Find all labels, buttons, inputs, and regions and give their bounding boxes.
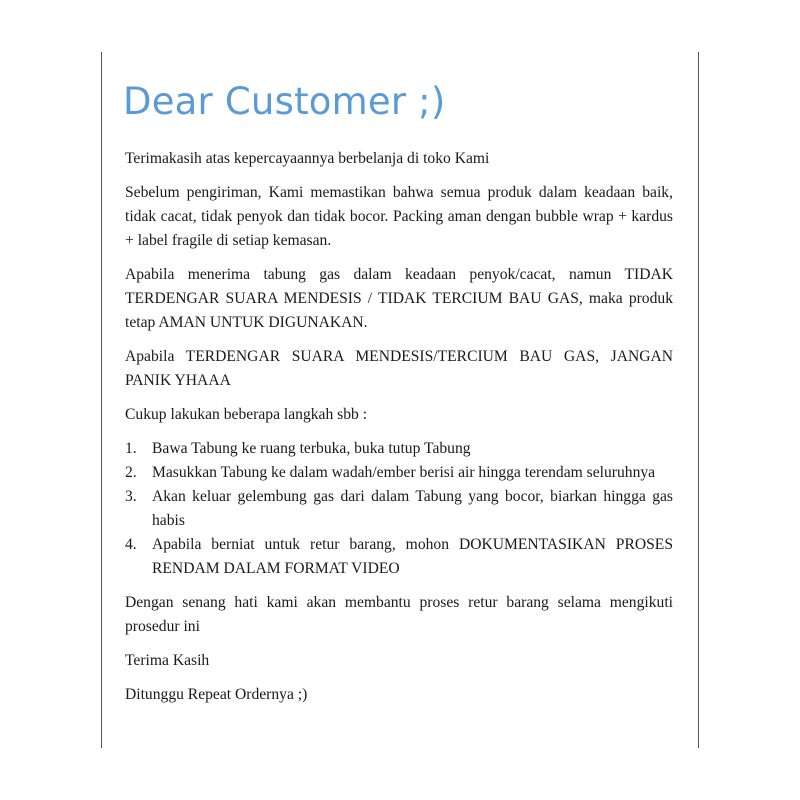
steps-intro-paragraph: Cukup lakukan beberapa langkah sbb :: [125, 406, 368, 423]
shipping-paragraph: Sebelum pengiriman, Kami memastikan bahwa semua produk dalam keadaan baik, tidak cacat, tidak penyok dan tidak bocor. Packing aman dengan bubble wrap + kardus + label fragile di setiap kemasan.: [125, 184, 673, 249]
step-text: Bawa Tabung ke ruang terbuka, buka tutup Tabung: [152, 440, 471, 457]
step-number: 3.: [125, 488, 137, 505]
steps-list: [125, 437, 673, 581]
step-item: [125, 485, 673, 533]
step-number: 4.: [125, 536, 137, 553]
step-text: Masukkan Tabung ke dalam wadah/ember berisi air hingga terendam seluruhnya: [152, 464, 656, 481]
step-number: 1.: [125, 440, 137, 457]
dented-paragraph: Apabila menerima tabung gas dalam keadaan penyok/cacat, namun TIDAK TERDENGAR SUARA MENDESIS / TIDAK TERCIUM BAU GAS, maka produk tetap AMAN UNTUK DIGUNAKAN.: [125, 266, 673, 331]
signoff-paragraph: Ditunggu Repeat Ordernya ;): [125, 686, 308, 703]
step-number: 2.: [125, 464, 137, 481]
right-margin-line: [698, 52, 699, 748]
thanks-paragraph: Terimakasih atas kepercayaannya berbelanja di toko Kami: [125, 150, 490, 167]
step-item: [125, 461, 673, 485]
hissing-paragraph: Apabila TERDENGAR SUARA MENDESIS/TERCIUM BAU GAS, JANGAN PANIK YHAAA: [125, 348, 673, 389]
step-item: [125, 533, 673, 581]
step-text: Apabila berniat untuk retur barang, mohon DOKUMENTASIKAN PROSES RENDAM DALAM FORMAT VIDEO: [152, 536, 673, 577]
letter-title: Dear Customer ;): [123, 80, 446, 123]
step-text: Akan keluar gelembung gas dari dalam Tabung yang bocor, biarkan hingga gas habis: [152, 488, 673, 529]
closing-paragraph: Terima Kasih: [125, 652, 210, 669]
left-margin-line: [101, 52, 102, 748]
letter-body: [125, 74, 673, 717]
step-item: [125, 437, 673, 461]
return-help-paragraph: Dengan senang hati kami akan membantu proses retur barang selama mengikuti prosedur ini: [125, 594, 673, 635]
